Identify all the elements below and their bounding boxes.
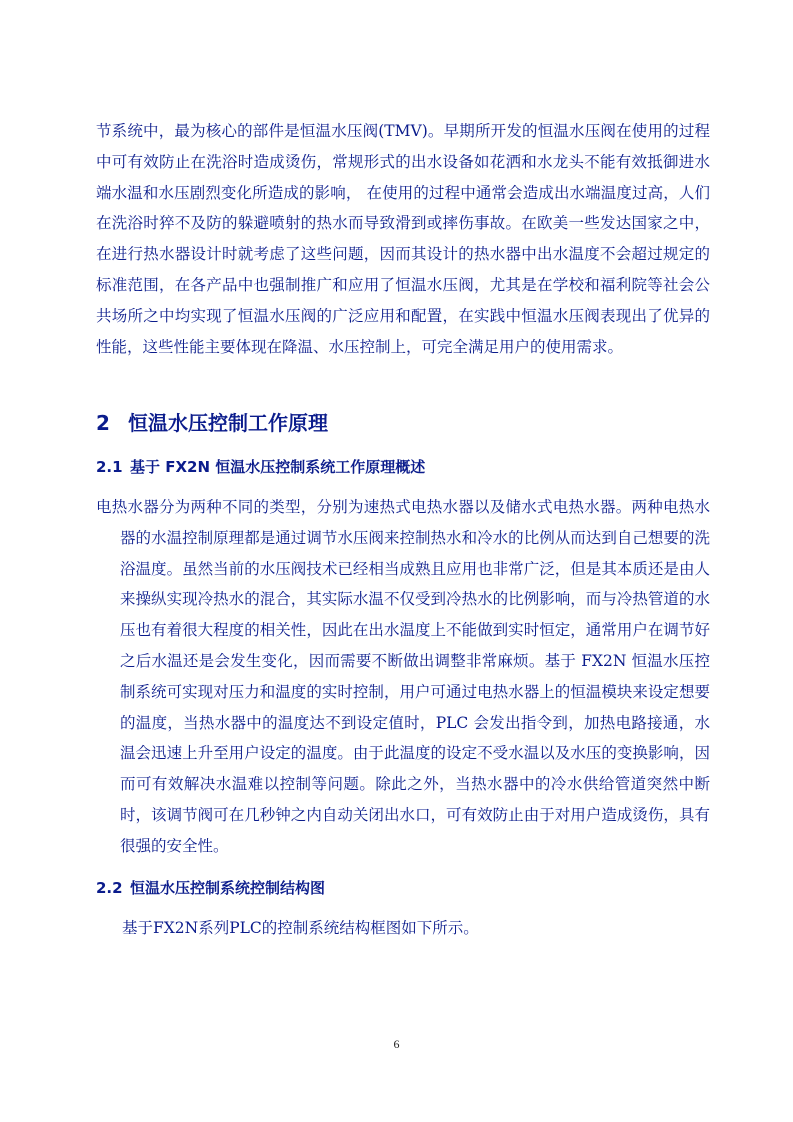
subsection-1-body: 电热水器分为两种不同的类型，分别为速热式电热水器以及储水式电热水器。两种电热水器的水温控制原理都是通过调节水压阀来控制热水和冷水的比例从而达到自己想要的洗浴温度。虽然当前的水压阀技术已经相当成熟且应用也非常广泛，但是其本质还是由人来操纵实现冷热水的混合，其实际水温不仅受到冷热水的比例影响，而与冷热管道的水压也有着很大程度的相关性，因此在出水温度上不能做到实时恒定，通常用户在调节好之后水温还是会发生变化，因而需要不断做出调整非常麻烦。基于 FX2N 恒温水压控制系统可实现对压力和温度的实时控制，用户可通过电热水器上的恒温模块来设定想要的温度，当热水器中的温度达不到设定值时，PLC 会发出指令到，加热电路接通，水温会迅速上升至用户设定的温度。由于此温度的设定不受水温以及水压的变换影响，因而可有效解决水温难以控制等问题。除此之外，当热水器中的冷水供给管道突然中断时，该调节阀可在几秒钟之内自动关闭出水口，可有效防止由于对用户造成烫伤，具有很强的安全性。 bbox=[96, 498, 710, 855]
subsection-2-body: 基于FX2N系列PLC的控制系统结构框图如下所示。 bbox=[122, 919, 479, 937]
intro-paragraph: 节系统中，最为核心的部件是恒温水压阀(TMV)。早期所开发的恒温水压阀在使用的过程中可有效防止在洗浴时造成烫伤，常规形式的出水设备如花洒和水龙头不能有效抵御进水端水温和水压剧烈变化所造成的影响， 在使用的过程中通常会造成出水端温度过高，人们在洗浴时猝不及防的躲避喷射的热水而导致滑到或摔伤事故。在欧美一些发达国家之中，在进行热水器设计时就考虑了这些问题，因而其设计的热水器中出水温度不会超过规定的标准范围，在各产品中也强制推广和应用了恒温水压阀，尤其是在学校和福利院等社会公共场所之中均实现了恒温水压阀的广泛应用和配置，在实践中恒温水压阀表现出了优异的性能，这些性能主要体现在降温、水压控制上，可完全满足用户的使用需求。 bbox=[96, 122, 710, 356]
section-heading bbox=[96, 408, 710, 438]
subsection-1-heading bbox=[96, 455, 710, 479]
section-title: 恒温水压控制工作原理 bbox=[128, 411, 328, 435]
subsection-2-heading bbox=[96, 876, 710, 900]
page-number: 6 bbox=[393, 1037, 400, 1051]
subsection-1-number: 2.1 bbox=[96, 458, 123, 476]
section-number: 2 bbox=[96, 411, 110, 435]
subsection-2-title: 恒温水压控制系统控制结构图 bbox=[130, 879, 326, 897]
subsection-2-number: 2.2 bbox=[96, 879, 123, 897]
subsection-1-title: 基于 FX2N 恒温水压控制系统工作原理概述 bbox=[130, 458, 426, 476]
